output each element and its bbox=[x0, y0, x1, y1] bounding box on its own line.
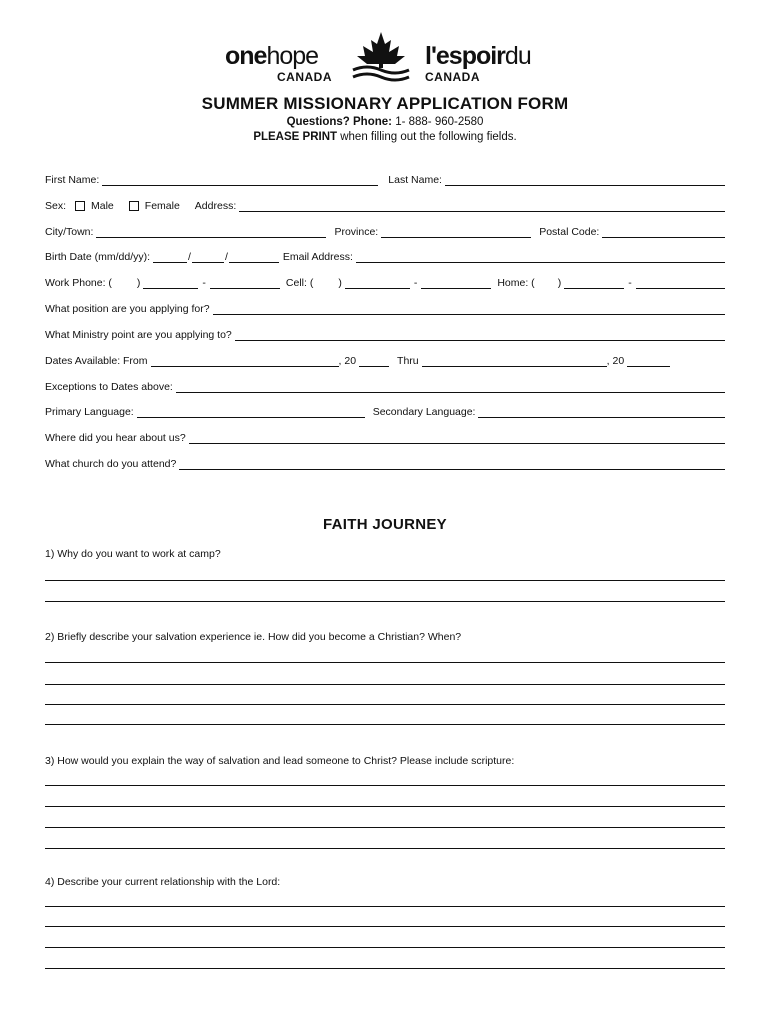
language-row: Primary Language: Secondary Language: bbox=[45, 404, 725, 418]
answer-line[interactable] bbox=[45, 785, 725, 786]
answer-line[interactable] bbox=[45, 601, 725, 602]
address-field[interactable] bbox=[239, 199, 725, 212]
answer-line[interactable] bbox=[45, 848, 725, 849]
position-field[interactable] bbox=[213, 302, 725, 315]
home-number-field[interactable] bbox=[636, 276, 725, 289]
answer-line[interactable] bbox=[45, 724, 725, 725]
first-name-field[interactable] bbox=[102, 173, 378, 186]
question-4: 4) Describe your current relationship with the Lord: bbox=[45, 876, 281, 888]
work-phone-number-field[interactable] bbox=[210, 276, 280, 289]
answer-line[interactable] bbox=[45, 827, 725, 828]
answer-line[interactable] bbox=[45, 662, 725, 663]
hear-about-field[interactable] bbox=[189, 431, 725, 444]
answer-line[interactable] bbox=[45, 947, 725, 948]
answer-line[interactable] bbox=[45, 806, 725, 807]
sex-address-row: Sex: Male Female Address: bbox=[45, 198, 725, 212]
birth-email-row: Birth Date (mm/dd/yy): / / Email Address: bbox=[45, 249, 725, 263]
answer-line[interactable] bbox=[45, 580, 725, 581]
answer-line[interactable] bbox=[45, 684, 725, 685]
logo-english-wordmark: onehope bbox=[225, 42, 319, 70]
province-field[interactable] bbox=[381, 225, 531, 238]
hear-row: Where did you hear about us? bbox=[45, 430, 725, 444]
home-prefix-field[interactable] bbox=[564, 276, 624, 289]
work-phone-prefix-field[interactable] bbox=[143, 276, 198, 289]
form-title: SUMMER MISSIONARY APPLICATION FORM bbox=[201, 94, 569, 113]
onehope-logo bbox=[225, 30, 545, 86]
date-thru-year-field[interactable] bbox=[627, 354, 670, 367]
exceptions-field[interactable] bbox=[176, 380, 725, 393]
contact-line: Questions? Phone: 1- 888- 960-2580 bbox=[286, 116, 484, 128]
logo-french-wordmark: l'espoirdu bbox=[425, 42, 531, 70]
city-row: City/Town: Province: Postal Code: bbox=[45, 224, 725, 238]
phone-row: Work Phone: ( ) - Cell: ( ) - Home: ( ) - bbox=[45, 275, 725, 289]
cell-number-field[interactable] bbox=[421, 276, 491, 289]
dates-row: Dates Available: From , 20 Thru , 20 bbox=[45, 353, 670, 367]
question-1: 1) Why do you want to work at camp? bbox=[45, 548, 221, 560]
birth-month-field[interactable] bbox=[153, 250, 187, 263]
logo-english-canada: CANADA bbox=[277, 70, 332, 84]
answer-line[interactable] bbox=[45, 968, 725, 969]
phone-number: 1- 888- 960-2580 bbox=[395, 116, 484, 128]
ministry-field[interactable] bbox=[235, 328, 725, 341]
name-row: First Name: Last Name: bbox=[45, 172, 725, 186]
faith-journey-heading: FAITH JOURNEY bbox=[323, 516, 447, 533]
question-2: 2) Briefly describe your salvation experience ie. How did you become a Christian? When? bbox=[45, 631, 462, 643]
print-instruction: PLEASE PRINT when filling out the following fields. bbox=[253, 131, 517, 143]
ministry-row: What Ministry point are you applying to? bbox=[45, 327, 725, 341]
date-from-year-field[interactable] bbox=[359, 354, 389, 367]
position-row: What position are you applying for? bbox=[45, 301, 725, 315]
date-thru-field[interactable] bbox=[422, 354, 607, 367]
answer-line[interactable] bbox=[45, 906, 725, 907]
birth-day-field[interactable] bbox=[192, 250, 224, 263]
female-checkbox[interactable] bbox=[129, 201, 139, 211]
cell-prefix-field[interactable] bbox=[345, 276, 410, 289]
church-row: What church do you attend? bbox=[45, 456, 725, 470]
birth-year-field[interactable] bbox=[229, 250, 279, 263]
date-from-field[interactable] bbox=[151, 354, 339, 367]
question-3: 3) How would you explain the way of salvation and lead someone to Christ? Please include scripture: bbox=[45, 755, 515, 767]
answer-line[interactable] bbox=[45, 704, 725, 705]
exceptions-row: Exceptions to Dates above: bbox=[45, 379, 725, 393]
email-field[interactable] bbox=[356, 250, 725, 263]
primary-language-field[interactable] bbox=[137, 405, 365, 418]
male-checkbox[interactable] bbox=[75, 201, 85, 211]
answer-line[interactable] bbox=[45, 926, 725, 927]
maple-leaf-icon bbox=[345, 30, 417, 86]
postal-code-field[interactable] bbox=[602, 225, 725, 238]
church-field[interactable] bbox=[179, 457, 725, 470]
last-name-field[interactable] bbox=[445, 173, 725, 186]
logo-french-canada: CANADA bbox=[425, 70, 480, 84]
city-field[interactable] bbox=[96, 225, 326, 238]
secondary-language-field[interactable] bbox=[478, 405, 725, 418]
